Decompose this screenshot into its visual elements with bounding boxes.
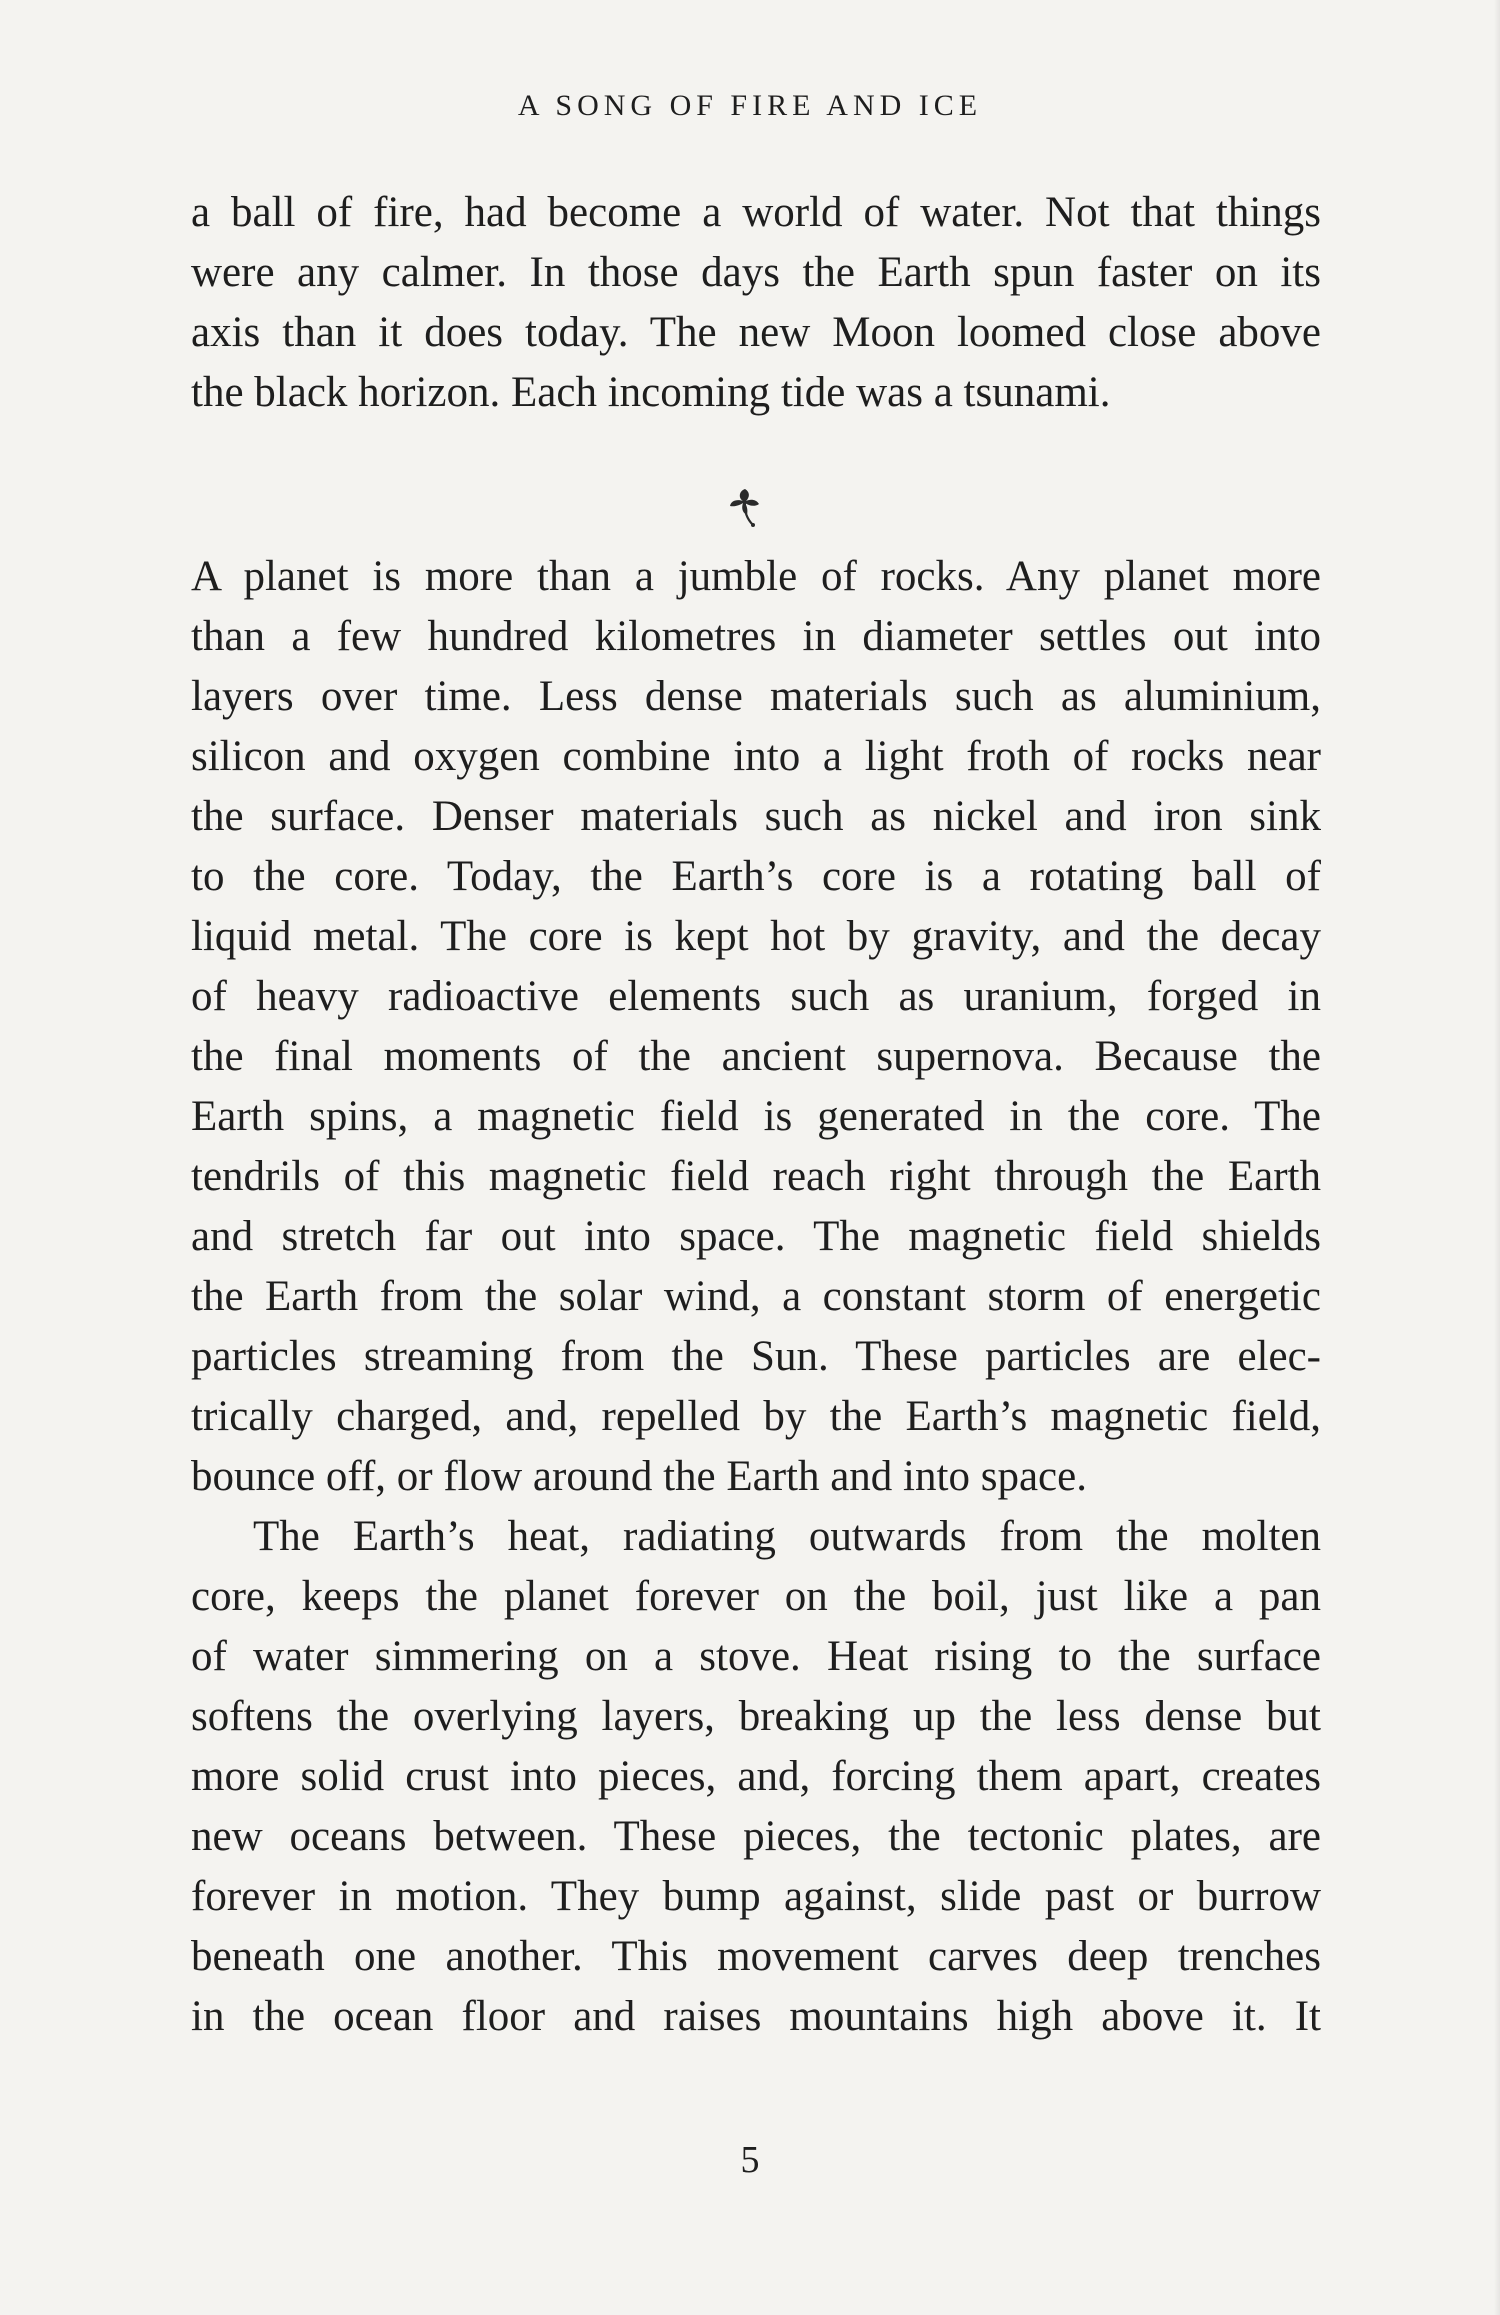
- page-number: 5: [740, 2139, 760, 2181]
- text-line: than a few hundred kilometres in diameter settles out into: [191, 613, 1321, 660]
- text-line: softens the overlying layers, breaking up the less dense but: [191, 1693, 1321, 1740]
- main-text: [191, 547, 1321, 2047]
- text-line: bounce off, or flow around the Earth and into space.: [191, 1453, 1087, 1500]
- text-line: the black horizon. Each incoming tide was a tsunami.: [191, 369, 1111, 416]
- text-line: particles streaming from the Sun. These particles are elec-: [191, 1333, 1321, 1380]
- page-edge: [1494, 0, 1500, 2315]
- text-line: liquid metal. The core is kept hot by gravity, and the decay: [191, 913, 1321, 960]
- text-line: beneath one another. This movement carves deep trenches: [191, 1933, 1321, 1980]
- text-line: The Earth’s heat, radiating outwards from the molten: [253, 1513, 1321, 1560]
- text-line: tendrils of this magnetic field reach right through the Earth: [191, 1153, 1321, 1200]
- text-line: core, keeps the planet forever on the boil, just like a pan: [191, 1573, 1321, 1620]
- text-line: in the ocean floor and raises mountains high above it. It: [191, 1993, 1321, 2040]
- text-line: the final moments of the ancient supernova. Because the: [191, 1033, 1321, 1080]
- text-line: A planet is more than a jumble of rocks. Any planet more: [191, 553, 1321, 600]
- text-line: forever in motion. They bump against, slide past or burrow: [191, 1873, 1321, 1920]
- text-line: more solid crust into pieces, and, forcing them apart, creates: [191, 1753, 1321, 1800]
- text-line: Earth spins, a magnetic field is generated in the core. The: [191, 1093, 1321, 1140]
- text-line: of heavy radioactive elements such as uranium, forged in: [191, 973, 1321, 1020]
- running-head: A SONG OF FIRE AND ICE: [517, 89, 983, 122]
- text-line: new oceans between. These pieces, the tectonic plates, are: [191, 1813, 1321, 1860]
- fleuron-icon: [725, 485, 765, 529]
- text-line: to the core. Today, the Earth’s core is a rotating ball of: [191, 853, 1321, 900]
- text-line: of water simmering on a stove. Heat rising to the surface: [191, 1633, 1321, 1680]
- text-line: and stretch far out into space. The magnetic field shields: [191, 1213, 1321, 1260]
- text-line: the surface. Denser materials such as nickel and iron sink: [191, 793, 1321, 840]
- text-line: were any calmer. In those days the Earth spun faster on its: [191, 249, 1321, 296]
- text-line: axis than it does today. The new Moon loomed close above: [191, 309, 1321, 356]
- paragraph-1: [191, 183, 1321, 423]
- text-line: the Earth from the solar wind, a constant storm of energetic: [191, 1273, 1321, 1320]
- text-line: silicon and oxygen combine into a light froth of rocks near: [191, 733, 1321, 780]
- text-line: layers over time. Less dense materials such as aluminium,: [191, 673, 1321, 720]
- text-line: trically charged, and, repelled by the Earth’s magnetic field,: [191, 1393, 1321, 1440]
- text-line: a ball of fire, had become a world of water. Not that things: [191, 189, 1321, 236]
